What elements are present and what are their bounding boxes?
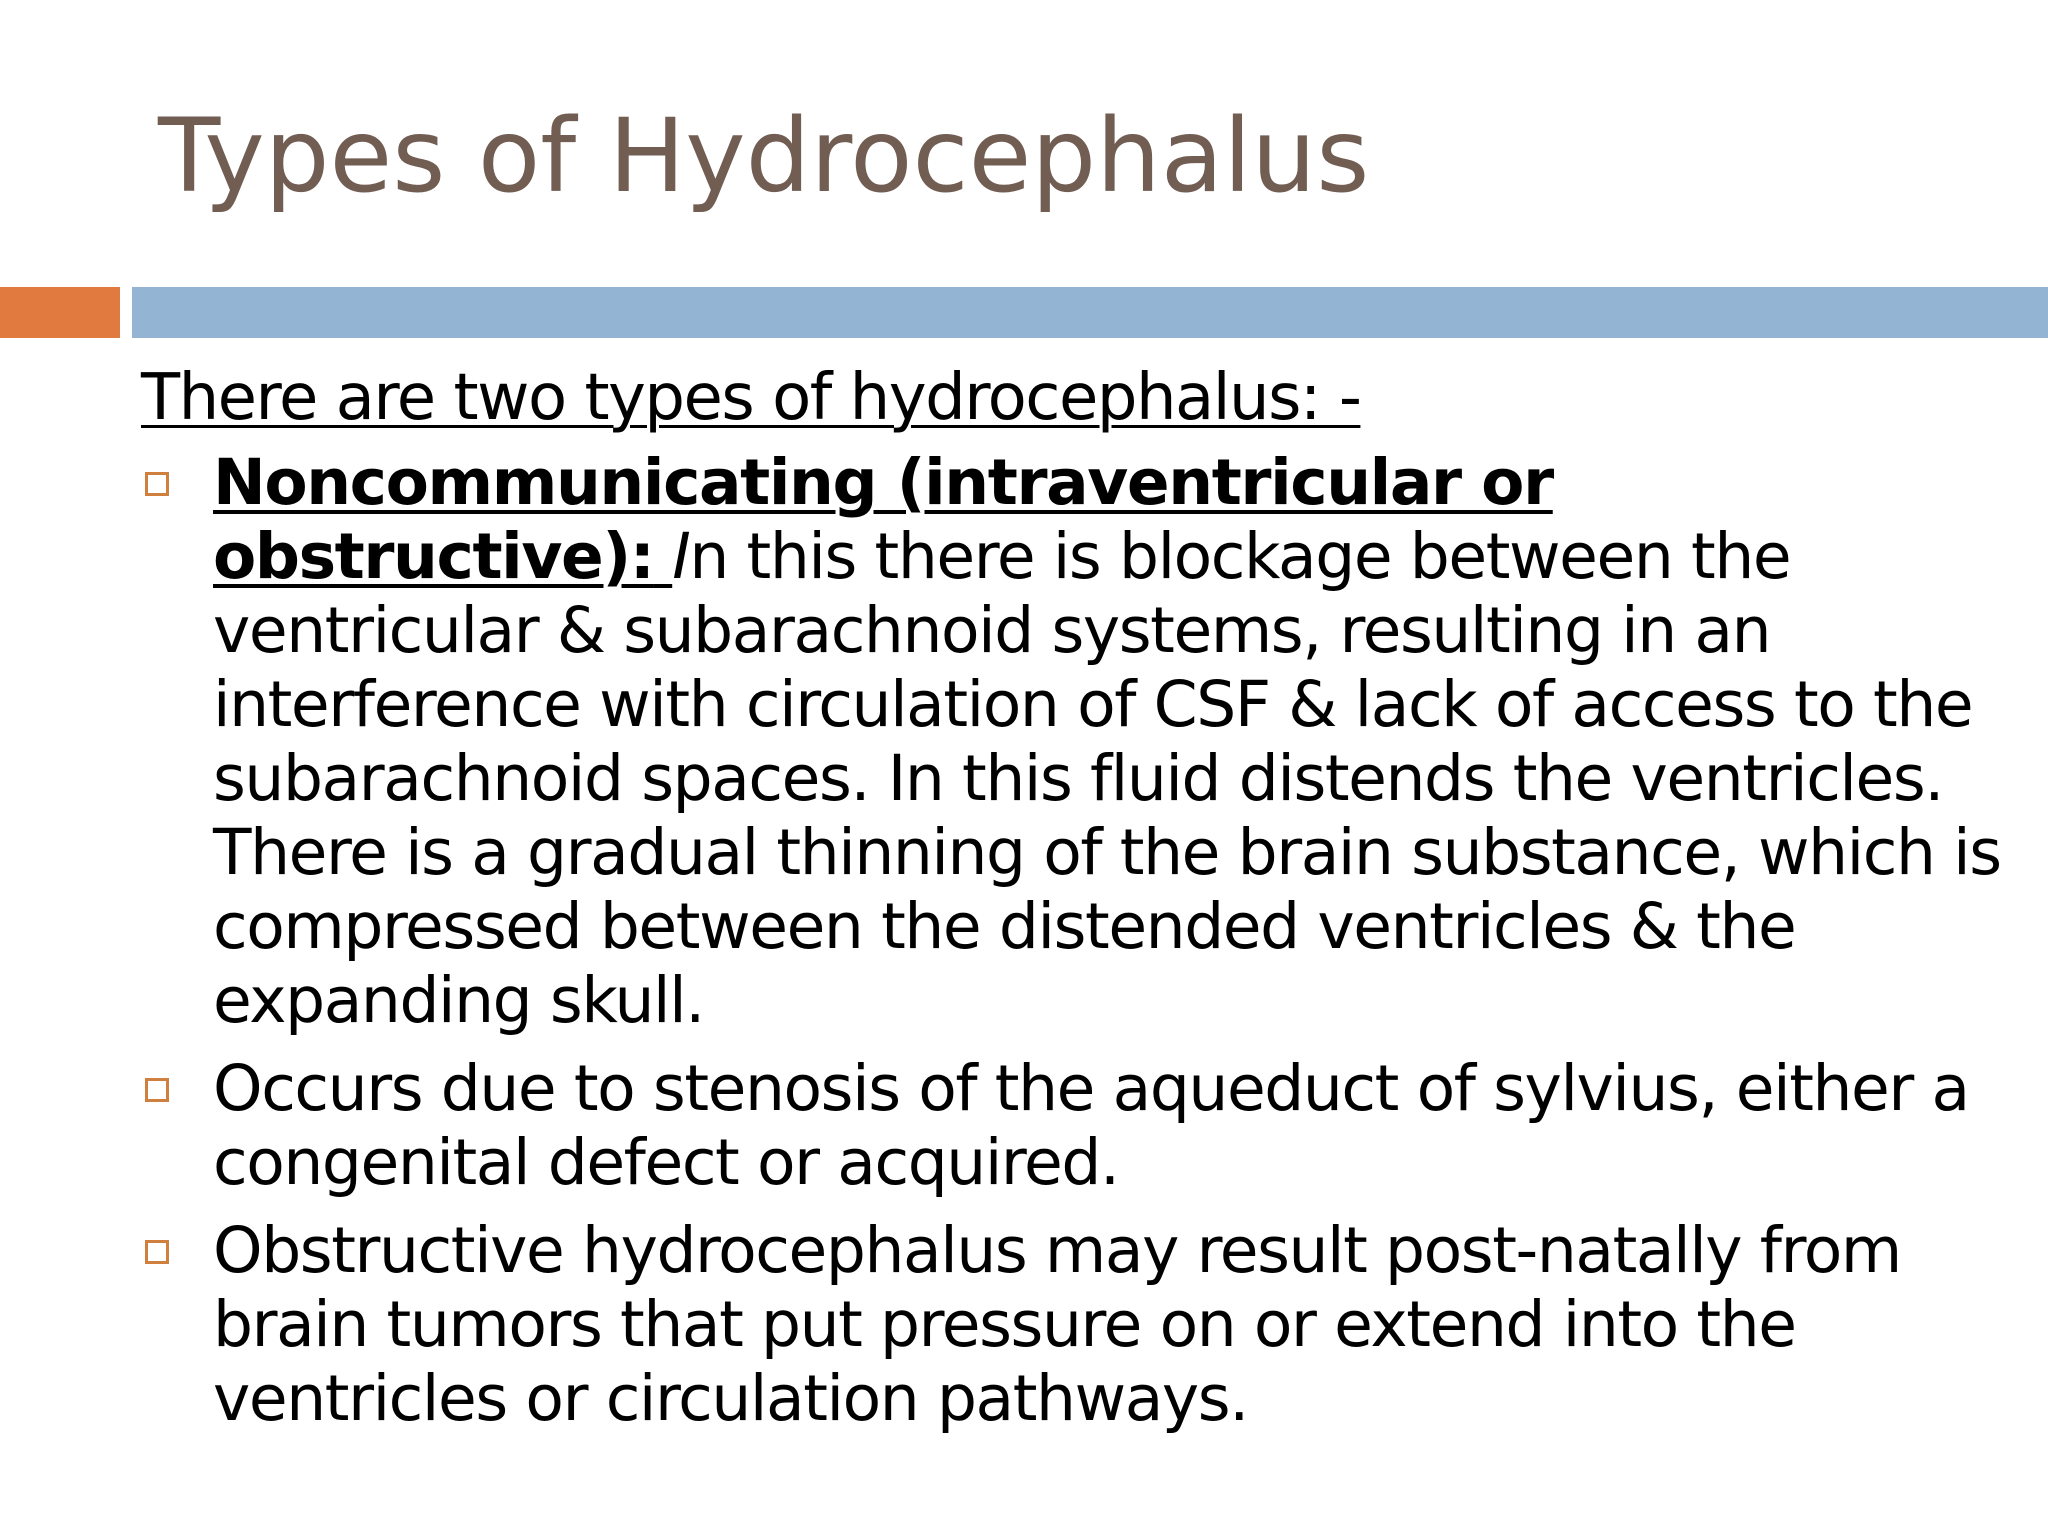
slide-body	[141, 360, 2001, 1450]
bullet-text: n this there is blockage between the ventricular & subarachnoid systems, resulting in an interference with circulation of CSF & lack of access to the subarachnoid spaces. In this fluid distends the ventricles. There is a gradual thinning of the brain substance, which is compressed between the distended ventricles & the expanding skull.	[213, 520, 2001, 1037]
bullet-item	[141, 1214, 2001, 1436]
bullet-text: Occurs due to stenosis of the aqueduct of sylvius, either a congenital defect or acquired.	[213, 1052, 1969, 1199]
italic-lead: I	[672, 520, 690, 593]
term-underline-space	[654, 520, 673, 593]
accent-bar-blue	[132, 287, 2048, 338]
bullet-term: Noncommunicating (intraventricular or obstructive):	[213, 446, 1553, 593]
bullet-text: Obstructive hydrocephalus may result post-natally from brain tumors that put pressure on or extend into the ventricles or circulation pathways.	[213, 1214, 1901, 1435]
hollow-square-icon	[145, 1078, 169, 1102]
slide-title: Types of Hydrocephalus	[158, 97, 1370, 216]
hollow-square-icon	[145, 472, 169, 496]
bullet-item	[141, 1052, 2001, 1200]
bullet-item	[141, 446, 2001, 1038]
accent-bar-orange	[0, 287, 120, 338]
hollow-square-icon	[145, 1240, 169, 1264]
intro-text: There are two types of hydrocephalus: -	[141, 361, 1361, 435]
